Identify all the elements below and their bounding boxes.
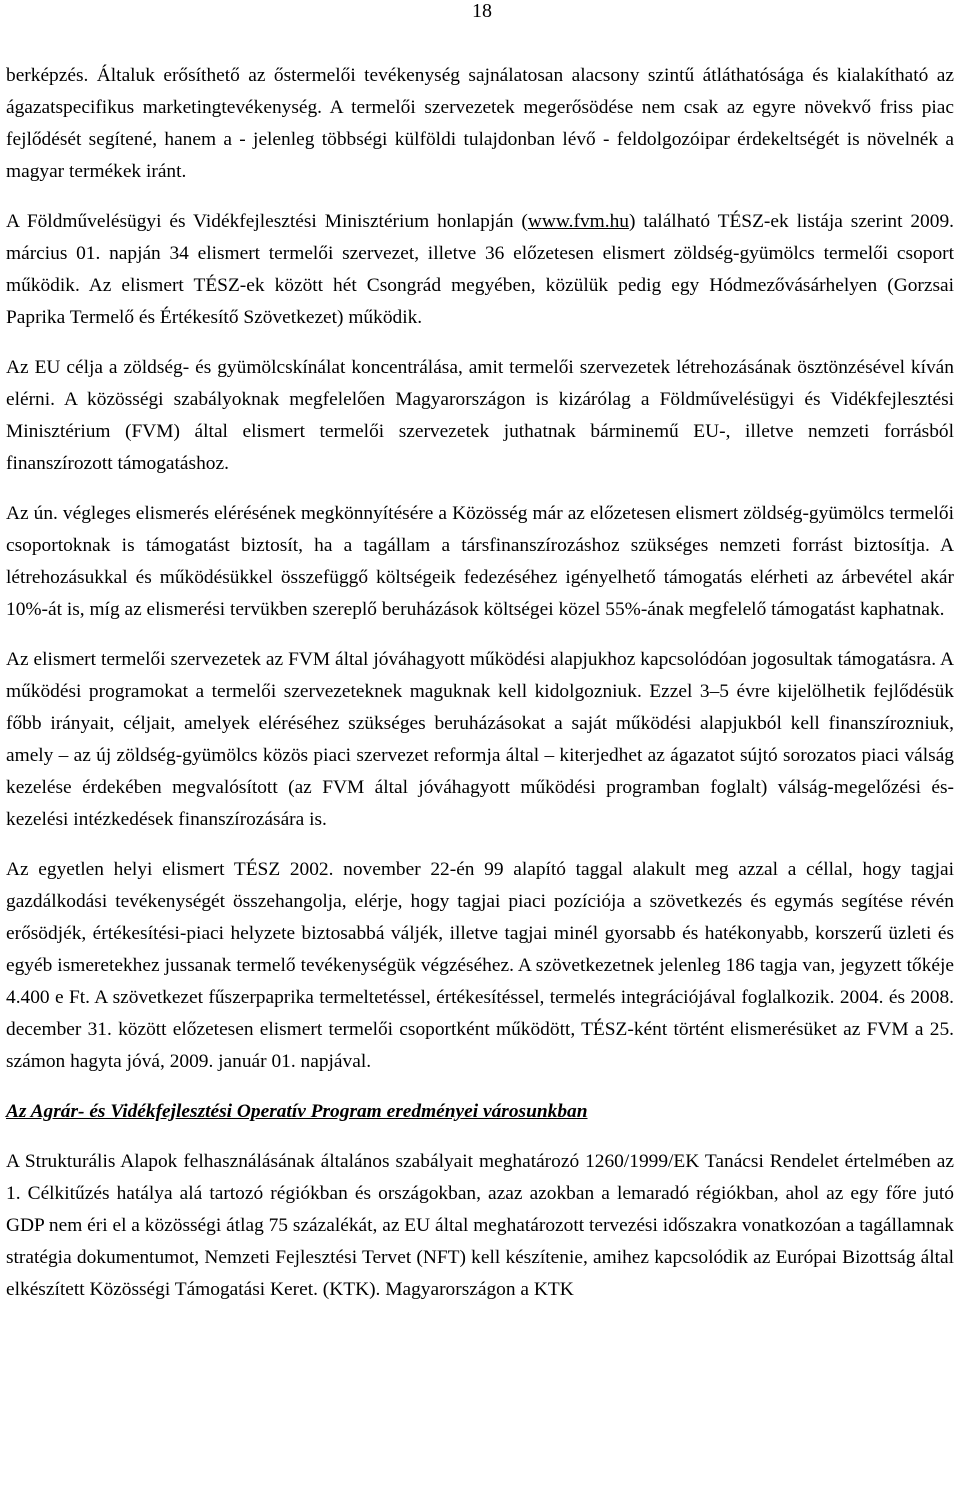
paragraph-2-text-after-link: ) található TÉSZ-ek listája szerint 2009. március 01. napján 34 elismert termelői szervezet, illetve 36 előzetesen elismert zöldség-gyümölcs termelői csoport működik. Az elismert TÉSZ-ek között hét Csongrád megyében, közülük pedig egy Hódmezővásárhelyen (Gorzsai Paprika Termelő és Értékesítő Szövetkezet) működik. [6,211,954,328]
paragraph-7: A Strukturális Alapok felhasználásának általános szabályait meghatározó 1260/1999/EK Tanácsi Rendelet értelmében az 1. Célkitűzés hatálya alá tartozó régiókban és országokban, azaz azokban a lemaradó régiókban, ahol az egy főre jutó GDP nem éri el a közösségi átlag 75 százalékát, az EU által meghatározott tervezési időszakra vonatkozóan a tagállamnak stratégia dokumentumot, Nemzeti Fejlesztési Tervet (NFT) kell készítenie, amihez kapcsolódik az Európai Bizottság által elkészített Közösségi Támogatási Keret. (KTK). Magyarországon a KTK [6,1151,954,1300]
paragraph-6: Az egyetlen helyi elismert TÉSZ 2002. november 22-én 99 alapító taggal alakult meg azzal a céllal, hogy tagjai gazdálkodási tevékenységét összehangolja, elérje, hogy tagjai piaci pozíciója a szövetkezés és egymás segítése révén erősödjék, értékesítési-piaci helyzete biztosabbá váljék, illetve tagjai minél gyorsabb és hatékonyabb, korszerű üzleti és egyéb ismeretekhez jussanak termelő tevékenységük végzéséhez. A szövetkezetnek jelenleg 186 tagja van, jegyzett tőkéje 4.400 e Ft. A szövetkezet fűszerpaprika termeltetéssel, értékesítéssel, termelés integrációjával foglalkozik. 2004. és 2008. december 31. között előzetesen elismert termelői csoportként működött, TÉSZ-ként történt elismerésüket az FVM a 25. számon hagyta jóvá, 2009. január 01. napjával. [6,859,954,1072]
fvm-website-link[interactable]: www.fvm.hu [527,211,629,232]
page-number: 18 [472,0,492,22]
paragraph-1: berképzés. Általuk erősíthető az őstermelői tevékenység sajnálatosan alacsony szintű átláthatósága és kialakítható az ágazatspecifikus marketingtevékenység. A termelői szervezetek megerősödése nem csak az egyre növekvő friss piac fejlődését segítené, hanem a - jelenleg többségi külföldi tulajdonban lévő - feldolgozóipar érdekeltségét is növelnék a magyar termékek iránt. [6,65,954,182]
paragraph-4: Az ún. végleges elismerés elérésének megkönnyítésére a Közösség már az előzetesen elismert zöldség-gyümölcs termelői csoportoknak is támogatást biztosít, ha a tagállam a társfinanszírozáshoz szükséges nemzeti forrást biztosítja. A létrehozásukkal és működésükkel összefüggő költségeik fedezéséhez igényelhető támogatás elérheti az árbevétel akár 10%-át is, míg az elismerési tervükben szereplő beruházások költségei közel 55%-ának megfelelő támogatást kaphatnak. [6,503,954,620]
paragraph-2 [6,206,954,334]
paragraph-2-text-before-link: A Földművelésügyi és Vidékfejlesztési Minisztérium honlapján ( [6,211,528,232]
section-heading: Az Agrár- és Vidékfejlesztési Operatív Program eredményei városunkban [6,1101,588,1122]
paragraph-3: Az EU célja a zöldség- és gyümölcskínálat koncentrálása, amit termelői szervezetek létrehozásának ösztönzésével kíván elérni. A közösségi szabályoknak megfelelően Magyarországon is kizárólag a Földművelésügyi és Vidékfejlesztési Minisztérium (FVM) által elismert termelői szervezetek juthatnak bárminemű EU-, illetve nemzeti forrásból finanszírozott támogatáshoz. [6,357,954,474]
paragraph-5: Az elismert termelői szervezetek az FVM által jóváhagyott működési alapjukhoz kapcsolódóan jogosultak támogatásra. A működési programokat a termelői szervezeteknek maguknak kell kidolgozniuk. Ezzel 3–5 évre kijelölhetik fejlődésük főbb irányait, céljait, amelyek eléréséhez szükséges beruházásokat a saját működési alapjukból kell finanszírozniuk, amely – az új zöldség-gyümölcs közös piaci szervezet reformja által – kiterjedhet az ágazatot sújtó sorozatos piaci válság kezelése érdekében megvalósított (az FVM által jóváhagyott működési programban foglalt) válság-megelőzési és- kezelési intézkedések finanszírozására is. [6,649,954,830]
document-body [6,60,954,1324]
